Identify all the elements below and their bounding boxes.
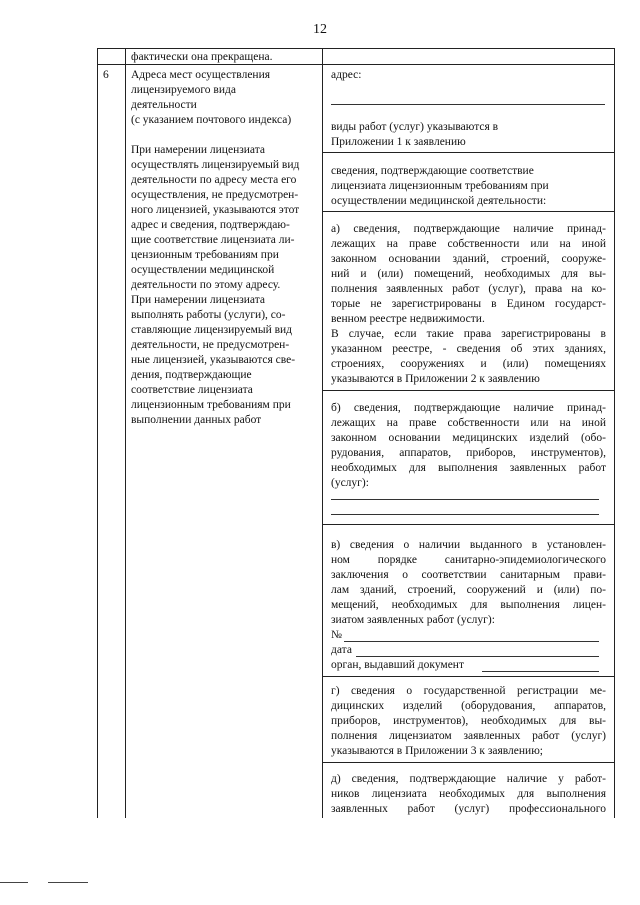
item-g-line: дицинских изделий (оборудования, аппаратов, xyxy=(331,700,606,712)
left-p1-line: ного лицензией, указываются этот xyxy=(131,204,300,216)
left-p2-line: лицензионным требованиям при xyxy=(131,399,291,411)
footer-mark xyxy=(0,882,28,883)
item-a-line: законном основании зданий, строений, сооруже- xyxy=(331,253,606,265)
item-a2-line: указанном реестре, - сведения об этих зданиях, xyxy=(331,343,606,355)
item-a-line: венном реестре недвижимости. xyxy=(331,313,485,325)
item-b-fill-line[interactable] xyxy=(331,514,599,515)
left-p1-line: При намерении лицензиата xyxy=(131,144,265,156)
item-b-line: необходимых для выполнения заявленных работ xyxy=(331,462,606,474)
left-p1-line: деятельности по адресу места его xyxy=(131,174,297,186)
left-p2-line: При намерении лицензиата xyxy=(131,294,265,306)
cell-divider xyxy=(323,676,614,677)
row-number: 6 xyxy=(103,69,109,81)
cell-divider xyxy=(323,211,614,212)
left-title-line: (с указанием почтового индекса) xyxy=(131,114,292,126)
cell-divider xyxy=(323,762,614,763)
left-p2-line: выполнении данных работ xyxy=(131,414,262,426)
item-b-line: (услуг): xyxy=(331,477,369,489)
address-fill-line[interactable] xyxy=(331,104,605,105)
item-a-line: полнения заявленных работ (услуг), права на ко- xyxy=(331,283,606,295)
doc-issuer-field[interactable] xyxy=(482,671,599,672)
cell-divider xyxy=(323,524,614,525)
left-p2-line: соответствие лицензиата xyxy=(131,384,253,396)
prev-row-text: фактически она прекращена. xyxy=(131,51,273,63)
item-d-line: заявленных работ (услуг) профессионального xyxy=(331,803,606,815)
left-p2-line: ставляющие лицензируемый вид xyxy=(131,324,293,336)
left-title-line: деятельности xyxy=(131,99,197,111)
footer-mark xyxy=(48,882,88,883)
item-b-line: законном основании медицинских изделий (обо- xyxy=(331,432,606,444)
doc-number-label: № xyxy=(331,629,342,641)
cell-divider xyxy=(323,152,614,153)
compliance-line: лицензиата лицензионным требованиям при xyxy=(331,180,549,192)
item-v-line: зиатом заявленных работ (услуг): xyxy=(331,614,495,626)
item-g-line: приборов, инструментов), необходимых для вы- xyxy=(331,715,606,727)
item-a2-line: строениях, сооружениях и (или) помещениях xyxy=(331,358,606,370)
middle-column-divider xyxy=(322,48,323,818)
item-a-line: лежащих на праве собственности или на иной xyxy=(331,238,606,250)
item-a-line: ний и (или) помещений, необходимых для вы- xyxy=(331,268,606,280)
item-v-line: лам зданий, строений, сооружений и (или) по- xyxy=(331,584,606,596)
item-v-line: мещений, необходимых для выполнения лицен- xyxy=(331,599,606,611)
doc-date-field[interactable] xyxy=(356,656,599,657)
item-b-line: рудования, аппаратов, приборов, инструментов), xyxy=(331,447,606,459)
item-v-line: ном порядке санитарно-эпидемиологического xyxy=(331,554,606,566)
left-p2-line: деятельности, не предусмотрен- xyxy=(131,339,290,351)
doc-date-label: дата xyxy=(331,644,352,656)
table-top-border xyxy=(97,48,615,49)
left-p1-line: осуществлять лицензируемый вид xyxy=(131,159,300,171)
item-a2-line: указываются в Приложении 2 к заявлению xyxy=(331,373,540,385)
number-column-divider xyxy=(125,48,126,818)
left-p1-line: адрес и сведения, подтверждаю- xyxy=(131,219,290,231)
item-v-line: в) сведения о наличии выданного в установлен- xyxy=(331,539,606,551)
doc-number-field[interactable] xyxy=(344,641,599,642)
left-p1-line: щие соответствие лицензиата ли- xyxy=(131,234,295,246)
item-b-line: б) сведения, подтверждающие наличие принад- xyxy=(331,402,606,414)
left-p1-line: деятельности по этому адресу. xyxy=(131,279,281,291)
item-g-line: указываются в Приложении 3 к заявлению; xyxy=(331,745,543,757)
item-g-line: полнения лицензиатом заявленных работ (услуг) xyxy=(331,730,606,742)
table-left-border xyxy=(97,48,98,818)
left-p1-line: осуществления, не предусмотрен- xyxy=(131,189,299,201)
doc-issuer-label: орган, выдавший документ xyxy=(331,659,464,671)
item-b-line: лежащих на праве собственности или на иной xyxy=(331,417,606,429)
address-label: адрес: xyxy=(331,69,362,81)
item-d-line: ников лицензиата необходимых для выполнения xyxy=(331,788,606,800)
left-p1-line: осуществлении медицинской xyxy=(131,264,275,276)
item-a-line: а) сведения, подтверждающие наличие принад- xyxy=(331,223,606,235)
item-v-line: заключения о соответствии санитарным прави- xyxy=(331,569,606,581)
compliance-line: сведения, подтверждающие соответствие xyxy=(331,165,534,177)
item-b-fill-line[interactable] xyxy=(331,499,599,500)
item-a2-line: В случае, если такие права зарегистрированы в xyxy=(331,328,606,340)
cell-divider xyxy=(323,390,614,391)
table-right-border xyxy=(614,48,615,818)
left-p2-line: выполнять работы (услуги), со- xyxy=(131,309,286,321)
page-number: 12 xyxy=(313,22,327,37)
left-p1-line: цензионным требованиям при xyxy=(131,249,279,261)
works-line: виды работ (услуг) указываются в xyxy=(331,121,499,133)
works-line: Приложении 1 к заявлению xyxy=(331,136,466,148)
left-p2-line: дения, подтверждающие xyxy=(131,369,252,381)
item-d-line: д) сведения, подтверждающие наличие у работ- xyxy=(331,773,606,785)
compliance-line: осуществлении медицинской деятельности: xyxy=(331,195,547,207)
left-title-line: Адреса мест осуществления xyxy=(131,69,271,81)
item-a-line: торые не зарегистрированы в Едином государст- xyxy=(331,298,606,310)
left-p2-line: ные лицензией, указываются све- xyxy=(131,354,296,366)
left-title-line: лицензируемого вида xyxy=(131,84,236,96)
item-g-line: г) сведения о государственной регистрации ме- xyxy=(331,685,606,697)
